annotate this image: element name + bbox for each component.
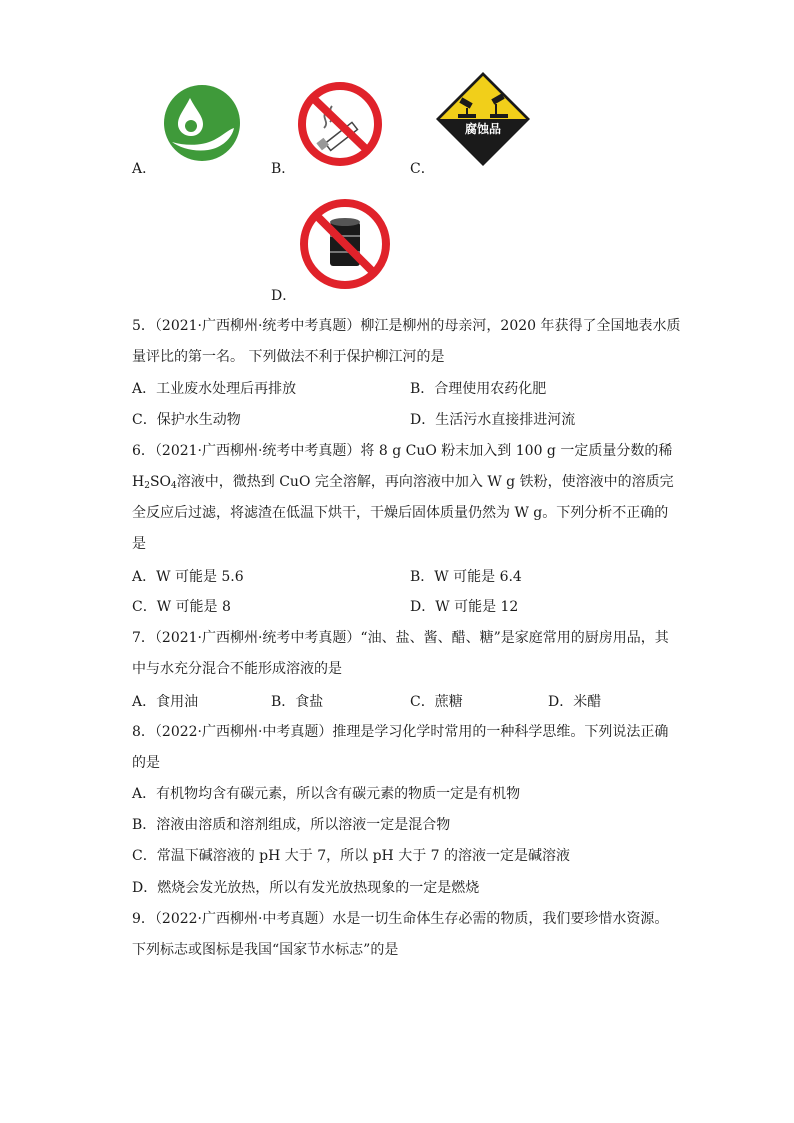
- option-a-label: A．: [132, 161, 157, 177]
- no-smoking-icon: [296, 82, 384, 166]
- option-d-label: D．: [271, 288, 297, 304]
- no-oil-barrel-icon: [298, 198, 392, 290]
- q6-stem-line4: 是: [132, 536, 146, 552]
- q7-stem-line1: 7．（2021·广西柳州·统考中考真题）“油、盐、酱、醋、糖”是家庭常用的厨房用品，其: [132, 630, 669, 646]
- q5-option-a: A．工业废水处理后再排放: [132, 381, 297, 397]
- q7-option-b: B．食盐: [271, 694, 324, 710]
- q8-option-b: B．溶液由溶质和溶剂组成，所以溶液一定是混合物: [132, 817, 451, 833]
- q6-option-c: C．W 可能是 8: [132, 599, 231, 615]
- q9-stem-line2: 下列标志或图标是我国“国家节水标志”的是: [132, 942, 399, 958]
- q5-option-b: B．合理使用农药化肥: [410, 381, 547, 397]
- q8-option-d: D．燃烧会发光放热，所以有发光放热现象的一定是燃烧: [132, 880, 480, 896]
- q5-stem-line2: 量评比的第一名。 下列做法不利于保护柳江河的是: [132, 349, 445, 365]
- q8-option-a: A．有机物均含有碳元素，所以含有碳元素的物质一定是有机物: [132, 786, 521, 802]
- q6-option-b: B．W 可能是 6.4: [410, 569, 522, 585]
- option-b-label: B．: [271, 161, 296, 177]
- q8-option-c: C．常温下碱溶液的 pH 大于 7，所以 pH 大于 7 的溶液一定是碱溶液: [132, 848, 571, 864]
- option-c-label: C．: [410, 161, 435, 177]
- water-saving-icon: [162, 84, 242, 162]
- q5-stem-line1: 5．（2021·广西柳州·统考中考真题）柳江是柳州的母亲河，2020 年获得了全国地表水质: [132, 318, 681, 334]
- corrosive-icon: [434, 70, 532, 168]
- q6-stem-line3: 全反应后过滤，将滤渣在低温下烘干，干燥后固体质量仍然为 W g。下列分析不正确的: [132, 505, 669, 521]
- q6-option-a: A．W 可能是 5.6: [132, 569, 244, 585]
- q5-option-d: D．生活污水直接排进河流: [410, 412, 576, 428]
- q7-option-a: A．食用油: [132, 694, 199, 710]
- q7-stem-line2: 中与水充分混合不能形成溶液的是: [132, 661, 342, 677]
- q6-option-d: D．W 可能是 12: [410, 599, 519, 615]
- q5-option-c: C．保护水生动物: [132, 412, 241, 428]
- q8-stem-line2: 的是: [132, 755, 160, 771]
- corrosive-label: 腐蚀品: [464, 122, 501, 136]
- q9-stem-line1: 9．（2022·广西柳州·中考真题）水是一切生命体生存必需的物质，我们要珍惜水资源。: [132, 911, 669, 927]
- q8-stem-line1: 8．（2022·广西柳州·中考真题）推理是学习化学时常用的一种科学思维。下列说法正确: [132, 724, 669, 740]
- q6-stem-line1: 6．（2021·广西柳州·统考中考真题）将 8 g CuO 粉末加入到 100 g 一定质量分数的稀: [132, 443, 673, 459]
- q7-option-c: C．蔗糖: [410, 694, 463, 710]
- q7-option-d: D．米醋: [548, 694, 602, 710]
- q6-stem-line2: $H_2SO_4$溶液中，微热到 CuO 完全溶解，再向溶液中加入 W g 铁粉，使溶液中的溶质完: [132, 474, 674, 491]
